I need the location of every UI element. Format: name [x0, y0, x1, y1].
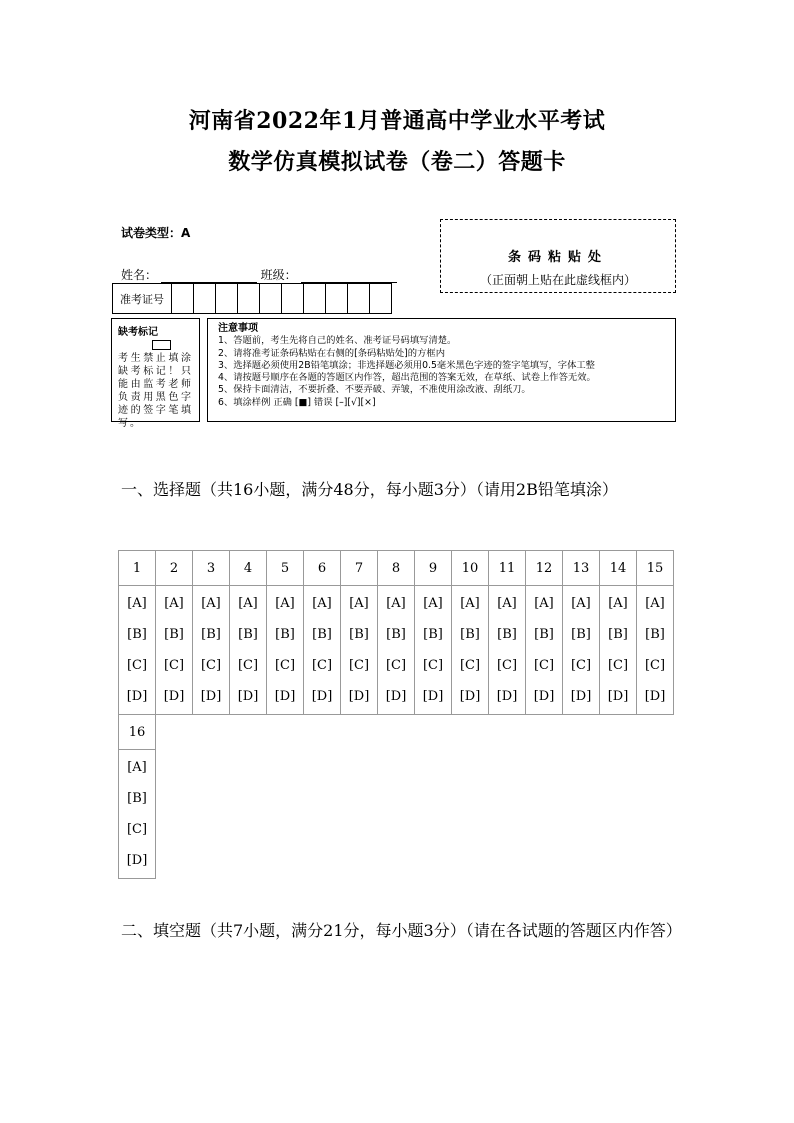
answer-bubble[interactable]: [B]: [423, 627, 443, 642]
answer-bubble[interactable]: [D]: [348, 689, 370, 704]
notice-item: 2、请将准考证条码粘贴在右侧的[条码粘贴处]的方框内: [218, 347, 445, 359]
paper-type: 试卷类型：A: [121, 226, 191, 240]
question-options: [267, 586, 304, 715]
question-options: [452, 586, 489, 715]
answer-bubble[interactable]: [D]: [237, 689, 259, 704]
question-number: 15: [637, 551, 674, 586]
exam-number-cell[interactable]: [260, 284, 282, 313]
question-options: [304, 586, 341, 715]
answer-bubble[interactable]: [D]: [644, 689, 666, 704]
barcode-area: [440, 219, 676, 293]
question-options: [341, 586, 378, 715]
answer-bubble[interactable]: [D]: [385, 689, 407, 704]
answer-bubble[interactable]: [A]: [127, 760, 147, 775]
answer-bubble[interactable]: [B]: [201, 627, 221, 642]
exam-number-cell[interactable]: [172, 284, 194, 313]
notice-box: [207, 318, 676, 422]
absent-heading: 缺考标记: [118, 327, 158, 338]
barcode-title: 条码粘贴处: [507, 250, 608, 265]
exam-number-cell[interactable]: [370, 284, 391, 313]
choice-answer-grid: [118, 550, 674, 715]
title-line-1: 河南省2022年1月普通高中学业水平考试: [188, 108, 606, 134]
answer-bubble[interactable]: [B]: [571, 627, 591, 642]
exam-number-cell[interactable]: [194, 284, 216, 313]
exam-number-box: [112, 283, 392, 314]
exam-number-cell[interactable]: [348, 284, 370, 313]
question-number: 4: [230, 551, 267, 586]
answer-bubble[interactable]: [D]: [422, 689, 444, 704]
question-number: 13: [563, 551, 600, 586]
choice-answer-grid-row-2: [118, 714, 156, 879]
answer-bubble[interactable]: [A]: [164, 596, 184, 611]
answer-bubble[interactable]: [C]: [200, 658, 222, 673]
answer-bubble[interactable]: [D]: [607, 689, 629, 704]
question-number: 16: [119, 715, 156, 750]
question-number: 10: [452, 551, 489, 586]
exam-number-cell[interactable]: [326, 284, 348, 313]
answer-bubble[interactable]: [D]: [311, 689, 333, 704]
exam-number-cell[interactable]: [304, 284, 326, 313]
absent-mark-box: [111, 318, 200, 429]
answer-bubble[interactable]: [A]: [534, 596, 554, 611]
answer-bubble[interactable]: [A]: [386, 596, 406, 611]
question-options: [415, 586, 452, 715]
answer-bubble[interactable]: [B]: [534, 627, 554, 642]
answer-bubble[interactable]: [B]: [349, 627, 369, 642]
section-2-title: 二、填空题（共7小题，满分21分，每小题3分）（请在各试题的答题区内作答）: [121, 921, 682, 940]
question-number: 11: [489, 551, 526, 586]
answer-bubble[interactable]: [B]: [460, 627, 480, 642]
answer-bubble[interactable]: [C]: [570, 658, 592, 673]
answer-bubble[interactable]: [C]: [163, 658, 185, 673]
notice-item: 6、填涂样例 正确 [■] 错误 [–][√][×]: [218, 396, 376, 408]
answer-bubble[interactable]: [D]: [533, 689, 555, 704]
answer-bubble[interactable]: [A]: [127, 596, 147, 611]
answer-bubble[interactable]: [A]: [275, 596, 295, 611]
answer-bubble[interactable]: [B]: [127, 791, 147, 806]
notice-item: 3、选择题必须使用2B铅笔填涂；非选择题必须用0.5毫米黑色字迹的签字笔填写，字体工整: [218, 359, 595, 371]
answer-bubble[interactable]: [C]: [422, 658, 444, 673]
answer-bubble[interactable]: [B]: [645, 627, 665, 642]
answer-bubble[interactable]: [A]: [201, 596, 221, 611]
name-field[interactable]: [161, 269, 257, 283]
question-options: [119, 750, 156, 879]
answer-bubble[interactable]: [C]: [607, 658, 629, 673]
notice-heading: 注意事项: [218, 323, 258, 334]
answer-bubble[interactable]: [B]: [164, 627, 184, 642]
answer-bubble[interactable]: [C]: [385, 658, 407, 673]
title-line-2: 数学仿真模拟试卷（卷二）答题卡: [228, 149, 566, 175]
answer-bubble[interactable]: [D]: [126, 853, 148, 868]
question-number: 7: [341, 551, 378, 586]
answer-bubble[interactable]: [C]: [533, 658, 555, 673]
answer-bubble[interactable]: [B]: [312, 627, 332, 642]
exam-number-cell[interactable]: [216, 284, 238, 313]
answer-bubble[interactable]: [D]: [126, 689, 148, 704]
answer-bubble[interactable]: [A]: [238, 596, 258, 611]
question-options: [156, 586, 193, 715]
notice-item: 1、答题前，考生先将自己的姓名、准考证号码填写清楚。: [218, 335, 457, 347]
answer-bubble[interactable]: [A]: [312, 596, 332, 611]
barcode-subtitle: （正面朝上贴在此虚线框内）: [479, 273, 636, 287]
answer-bubble[interactable]: [B]: [497, 627, 517, 642]
answer-bubble[interactable]: [B]: [608, 627, 628, 642]
answer-bubble[interactable]: [D]: [200, 689, 222, 704]
question-options: [637, 586, 674, 715]
question-options: [526, 586, 563, 715]
answer-bubble[interactable]: [D]: [496, 689, 518, 704]
answer-bubble[interactable]: [A]: [645, 596, 665, 611]
question-number: 14: [600, 551, 637, 586]
question-number: 8: [378, 551, 415, 586]
answer-bubble[interactable]: [A]: [608, 596, 628, 611]
answer-bubble[interactable]: [C]: [126, 822, 148, 837]
absent-text: 考生禁止填涂缺考标记！只能由监考老师负责用黑色字迹的签字笔填写。: [118, 353, 193, 429]
class-label: 班级：: [260, 268, 297, 282]
question-number: 12: [526, 551, 563, 586]
question-options: [378, 586, 415, 715]
answer-bubble[interactable]: [A]: [349, 596, 369, 611]
answer-bubble[interactable]: [D]: [459, 689, 481, 704]
question-options: [193, 586, 230, 715]
answer-bubble[interactable]: [B]: [275, 627, 295, 642]
question-number: 3: [193, 551, 230, 586]
answer-bubble[interactable]: [C]: [126, 658, 148, 673]
answer-bubble[interactable]: [D]: [570, 689, 592, 704]
answer-bubble[interactable]: [C]: [496, 658, 518, 673]
notice-item: 4、请按题号顺序在各题的答题区内作答，超出范围的答案无效，在草纸、试卷上作答无效。: [218, 372, 596, 384]
section-1-title: 一、选择题（共16小题，满分48分，每小题3分）（请用2B铅笔填涂）: [121, 480, 618, 499]
answer-bubble[interactable]: [A]: [571, 596, 591, 611]
question-number: 6: [304, 551, 341, 586]
name-label: 姓名：: [121, 268, 158, 282]
answer-bubble[interactable]: [D]: [274, 689, 296, 704]
question-number: 9: [415, 551, 452, 586]
answer-bubble[interactable]: [B]: [127, 627, 147, 642]
question-number: 2: [156, 551, 193, 586]
question-options: [563, 586, 600, 715]
answer-bubble[interactable]: [D]: [163, 689, 185, 704]
answer-bubble[interactable]: [C]: [348, 658, 370, 673]
absent-checkbox[interactable]: [152, 340, 171, 350]
question-options: [489, 586, 526, 715]
question-number: 5: [267, 551, 304, 586]
exam-number-cell[interactable]: [238, 284, 260, 313]
question-options: [119, 586, 156, 715]
answer-bubble[interactable]: [C]: [274, 658, 296, 673]
answer-bubble[interactable]: [C]: [459, 658, 481, 673]
question-options: [600, 586, 637, 715]
answer-bubble[interactable]: [C]: [644, 658, 666, 673]
answer-bubble[interactable]: [B]: [386, 627, 406, 642]
answer-bubble[interactable]: [A]: [423, 596, 443, 611]
answer-bubble[interactable]: [A]: [497, 596, 517, 611]
answer-bubble[interactable]: [C]: [237, 658, 259, 673]
question-number: 1: [119, 551, 156, 586]
answer-bubble[interactable]: [A]: [460, 596, 480, 611]
name-class-row: [121, 266, 397, 283]
class-field[interactable]: [301, 269, 397, 283]
exam-number-label: 准考证号: [113, 284, 172, 313]
exam-number-cell[interactable]: [282, 284, 304, 313]
notice-item: 5、保持卡面清洁，不要折叠、不要弄破、弄皱，不准使用涂改液、刮纸刀。: [218, 384, 531, 396]
answer-bubble[interactable]: [B]: [238, 627, 258, 642]
question-options: [230, 586, 267, 715]
answer-bubble[interactable]: [C]: [311, 658, 333, 673]
